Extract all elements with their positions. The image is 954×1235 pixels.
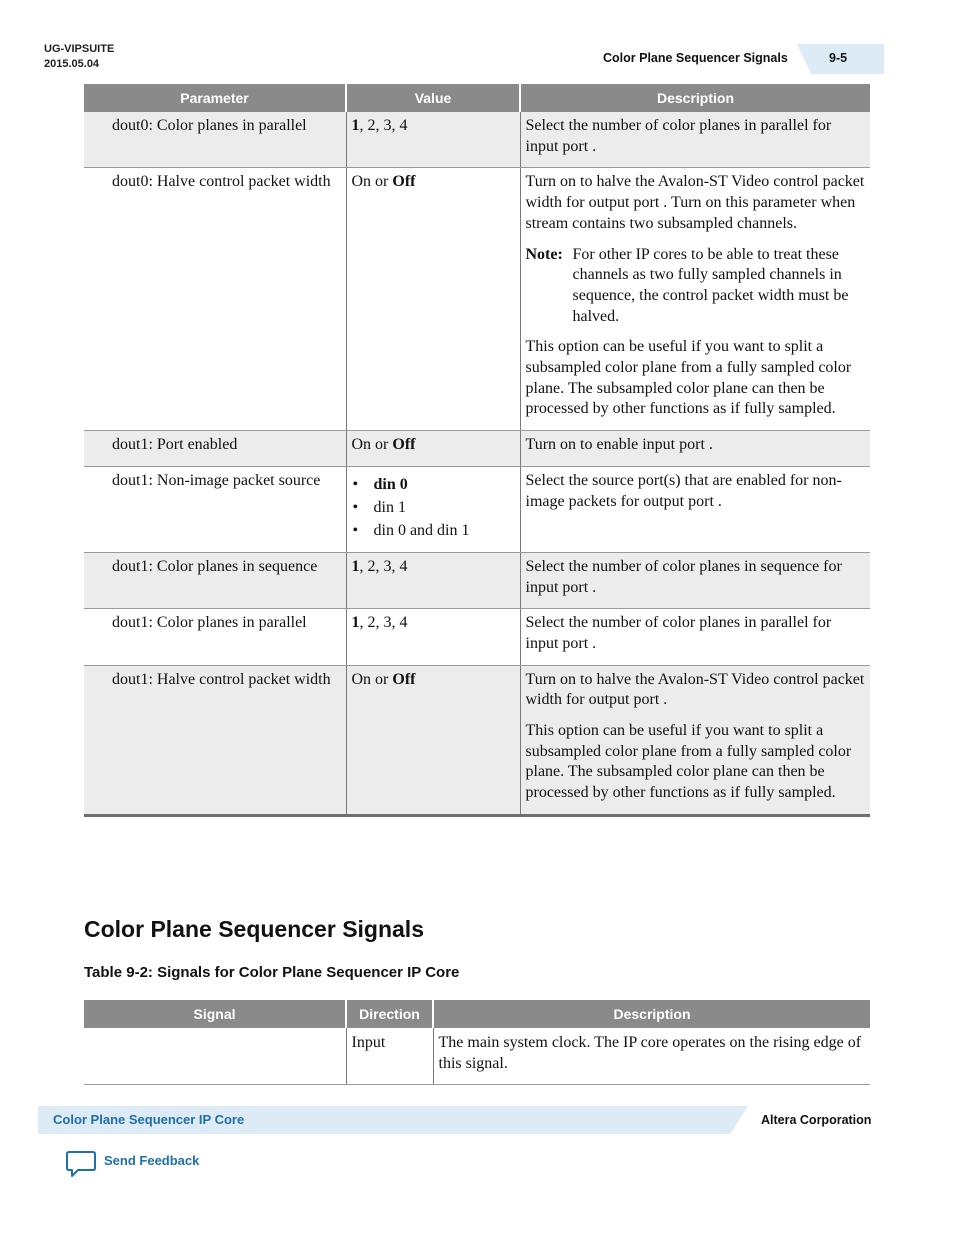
signal-name — [84, 1028, 346, 1085]
table-row — [84, 1028, 870, 1085]
signal-direction: Input — [346, 1028, 433, 1085]
signals-table — [84, 1000, 870, 1085]
doc-date: 2015.05.04 — [44, 58, 100, 70]
option-item: • din 0 and din 1 — [352, 519, 515, 542]
signal-description: The main system clock. The IP core operates on the rising edge of this signal. — [433, 1028, 870, 1085]
doc-id-block — [44, 42, 114, 72]
param-description: Turn on to enable input port . — [520, 431, 870, 467]
option-list — [352, 473, 515, 542]
note-label: Note: — [525, 245, 563, 263]
table-row — [84, 168, 870, 431]
doc-id: UG-VIPSUITE — [44, 43, 115, 55]
param-description: Turn on to halve the Avalon-ST Video control packet width for output port . Turn on this parameter when stream contains two subsampled channels. Note: For other IP cores to be able to treat these channels as two fully sampled channels in sequence, the control packet width must be halved. This option can be useful if you want to split a subsampled color plane from a fully sampled color plane. The subsampled color plane can then be processed by other functions as if fully sampled. — [520, 168, 870, 431]
column-header: Signal — [84, 1000, 346, 1028]
page-number: 9-5 — [829, 51, 848, 65]
table-row — [84, 609, 870, 665]
note-block — [526, 245, 866, 328]
section-heading: Color Plane Sequencer Signals — [84, 916, 424, 942]
param-value: 1, 2, 3, 4 — [346, 609, 520, 665]
table-row — [84, 552, 870, 608]
note-text: For other IP cores to be able to treat these channels as two fully sampled channels in sequence, the control packet width must be halved. — [572, 245, 849, 325]
param-value: On or Off — [346, 665, 520, 815]
table-caption: Table 9-2: Signals for Color Plane Sequencer IP Core — [84, 964, 460, 981]
table-row — [84, 112, 870, 168]
table-header-row — [84, 84, 870, 112]
param-value: On or Off — [346, 168, 520, 431]
option-item: • din 1 — [352, 496, 515, 519]
parameters-table — [84, 84, 870, 817]
param-description: Select the number of color planes in parallel for input port . — [520, 112, 870, 168]
column-header: Value — [346, 84, 520, 112]
speech-bubble-icon[interactable] — [66, 1150, 96, 1178]
param-value — [346, 466, 520, 552]
column-header: Description — [520, 84, 870, 112]
send-feedback-link[interactable]: Send Feedback — [104, 1153, 200, 1168]
param-name: dout0: Color planes in parallel — [84, 112, 346, 168]
param-value: 1, 2, 3, 4 — [346, 552, 520, 608]
table-row — [84, 431, 870, 467]
footer-company: Altera Corporation — [761, 1113, 872, 1127]
option-item: • din 0 — [352, 473, 515, 496]
param-name: dout1: Port enabled — [84, 431, 346, 467]
column-header: Direction — [346, 1000, 433, 1028]
column-header: Description — [433, 1000, 870, 1028]
table-row — [84, 466, 870, 552]
param-value: 1, 2, 3, 4 — [346, 112, 520, 168]
footer-chapter-link[interactable]: Color Plane Sequencer IP Core — [53, 1112, 245, 1127]
param-name: dout1: Non-image packet source — [84, 466, 346, 552]
param-name: dout1: Color planes in sequence — [84, 552, 346, 608]
param-description: Select the number of color planes in parallel for input port . — [520, 609, 870, 665]
table-header-row — [84, 1000, 870, 1028]
header-section-title: Color Plane Sequencer Signals — [603, 51, 788, 65]
table-row — [84, 665, 870, 815]
param-description: Select the number of color planes in sequence for input port . — [520, 552, 870, 608]
param-name: dout1: Halve control packet width — [84, 665, 346, 815]
param-description: Turn on to halve the Avalon-ST Video control packet width for output port . This option can be useful if you want to split a subsampled color plane from a fully sampled color plane. The subsampled color plane can then be processed by other functions as if fully sampled. — [520, 665, 870, 815]
column-header: Parameter — [84, 84, 346, 112]
param-name: dout0: Halve control packet width — [84, 168, 346, 431]
param-value: On or Off — [346, 431, 520, 467]
param-description: Select the source port(s) that are enabled for non-image packets for output port . — [520, 466, 870, 552]
param-name: dout1: Color planes in parallel — [84, 609, 346, 665]
